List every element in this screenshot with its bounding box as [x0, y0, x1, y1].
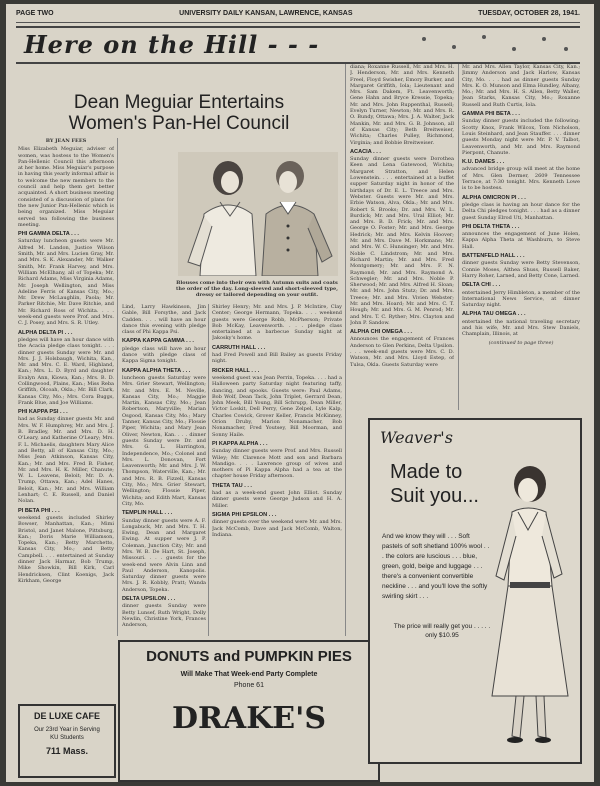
column-divider [117, 138, 118, 636]
column-divider [458, 64, 459, 410]
continued-note: (continued to page three) [488, 339, 554, 346]
section-body: Sunday dinner guests were Prof. and Mrs. Russell Wiley; Mr. Clarence Mott and son and Barbara Mandigo. . . . Lawrence group of wives and mothers of Pi Kappa Alpha had a tea at the chapter house Friday afternoon. [212, 448, 342, 480]
section-body: weekend guests included Shirley Bowser, Manhattan, Kan.; Mimi Bristol, and Janet Malone, Pittsburg, Kan.; Doris Marie Williamson, Topeka, Kan.; Betty Marchetto, Kansas City, Mo.; and Betty Campbell. . . . entertained at Sunday dinner Jack Harmar, Bob Trump, Mike Showkin, Bill Kirk, Carl Hendricksen, Clint Koenigs, Jack Kirkham, George [18, 514, 114, 584]
section-body: announces the engagement of June Holen, Kappa Alpha Theta at Washburn, to Steve Hall. [462, 231, 580, 250]
section-heading: PHI GAMMA DELTA . . . [18, 231, 79, 238]
section-body: entertained Jerry Himbleton, a member of the International News Service, at dinner Saturday night. [462, 289, 580, 309]
section-body: pledges will have an hour dance with the Acacia pledge class tonight. . . . dinner guests Sunday were Mr. and Mrs. J. J. Holsbaugh, Wichita, Kan., Mr. and Mrs. C. E. Ward, Highland, Kan.; Mrs. L. D. Byrd and daughter Evalyn Ann, Kiowa, Kan.; Mrs. B. D. Collingwood, Plains, Kan.; Miss Reba Griffith, Olcoah, Okla.; Mr. Bill Clark, Kansas City, Mo.; Mrs. Cora Buggs, Frank Blue, and Joe Williams. [18, 336, 114, 406]
weavers-headline-line-1: Made to [390, 461, 463, 483]
donut-ad-phone: Phone 61 [234, 682, 264, 689]
section-heading: PI BETA PHI . . . [18, 507, 60, 514]
section-body: weekend guest was Jean Perrin, Topeka. . . . had a Halloween party Saturday night featuring taffy, dancing, and spooks. Guests were: Paul Adams, Bob Wolf, Dean Tack, John Triplet, Gerrard Dean, John Meek, Bill Young, Bill Schrupp, Dean Miller, Victor Loskit, Dell Perry, Gene Zelpel, Lyle Kalp, Charles Cowick, Grover Keller, Francis McKinney, Orion Druby, Marion Nonamacher, Bob Nonamacher, Fred Youtsey, Bill Moorman, and Sonny Haile. [212, 374, 342, 438]
cafe-tagline-2: KU Students [50, 735, 84, 741]
weavers-logo: Weaver's [380, 428, 453, 447]
issue-date: TUESDAY, OCTOBER 28, 1941. [478, 10, 580, 17]
headline-line-2: Women's Pan-Hel Council [68, 113, 290, 134]
woman-in-dress-icon [482, 456, 572, 756]
two-women-blouses-icon [178, 152, 338, 276]
section-heading: GAMMA PHI BETA . . . [462, 111, 520, 118]
section-body: entertained the national traveling secretary and his wife, Mr. and Mrs. Stew Daniels, Champlain, Illinois, at [462, 318, 580, 338]
section-heading: KAPPA ALPHA THETA . . . [122, 367, 191, 374]
column-4 [350, 64, 454, 410]
section-body: Announces the engagement of Frances Anderson to Glen Perkins, Delta Upsilon. . . . week-end guests were Mrs. C. D. Watson, Mr. and Mrs. Lloyd Estep, of Tulsa, Okla. Guests Saturday were [350, 336, 454, 368]
section-title: Here on the Hill - - - [24, 30, 320, 59]
section-heading: ALPHA CHI OMEGA . . . [350, 329, 413, 336]
section-body: Lind, Larry Hawkinson, Jim Gable, Bill Forsythe, and Jack Cadden. . . . will have an hour dance this evening with pledge class of Phi Kappa Psi. [122, 304, 206, 336]
section-body: dinner guests Sunday were Betty Lunsef, Ruth Wright, Dolly Newlin, Christine York, Frances Anderson, [122, 603, 206, 629]
section-heading: CARRUTH HALL . . . [212, 344, 266, 351]
section-heading: PI KAPPA ALPHA . . . [212, 440, 268, 447]
weavers-ad [368, 418, 582, 764]
section-body: dinner guests over the weekend were Mr. and Mrs. Jack McComb, Dave and Jack McComb, Walton, Indiana. [212, 519, 342, 538]
section-body: had as Sunday dinner guests Mr. and Mrs. W. F. Humphrey, Mr. and Mrs. J. B. Bradley, Mr. and Mrs. D. H. O'Leary, and Katherine O'Leary; Mrs. F. L. Michaelis, daughters Mary Alice and Betty, all of Kansas City, Mo.; Miss Jean Atkinson, Kansas City, Kan.; Mr. and Mrs. Fred B. Fisher, Mr. and Mrs. H. K. Miller, Chanute; W. L. Leavens, Beloit; Mr. D. A. Trump, Ottawa, Kan.; Adel Hanes, Beloit, Kan.; Mr. and Mrs. William Lenhart; C. E. Russell, and Daniel Nolan. [18, 416, 114, 505]
page-number: PAGE TWO [16, 10, 54, 17]
section-body: Sunday dinner guests included the following: Scotty Knox, Frank Wilcox, Tom Nicholson, Louis Steinhard, and Jean Stauffer. . . . dinner guests Monday night were Mr. P. V. Talbot, Leavenworth, and Mr. and Mrs. Raymond Pierpont, Chanute. [462, 118, 580, 156]
section-body: diana; Roxanne Russell, Mr. and Mrs. H. J. Henderson, Mr. and Mrs. Kenneth Freel, Floyd Swisher, Emory Burker, and Margaret Griffith, Iola; Lieutenant and Mrs. Sam Dakem, Ft. Leavenworth; Gene Hahn and Bryce Kressie, Topeka; Mr. and Mrs. John Ruppenthal, Russell; Evelyn Turner, Newton; Mr. and Mrs. R. O. Bundy, Ottawa; Mrs. J. A. Walter, Jack Mankin, Mr. and Mrs. G. B. Johnson, all of Kansas City; Beth Breitweiser, Wichita; Charles Pulley, Richmond, Virginia; and Bobbie Breitweiser. [350, 64, 454, 146]
section-heading: TEMPLIN HALL . . . [122, 510, 173, 517]
column-2 [122, 304, 206, 636]
section-heading: PHI DELTA THETA . . . [462, 223, 520, 230]
section-body: pledge class is having an hour dance for the Delta Chi pledges tonight. . . . had as a dinner guest Sunday Elrod Uti, Manhattan. [462, 201, 580, 221]
donut-ad-brand: DRAKE'S [171, 701, 326, 736]
section-heading: BATTENFELD HALL . . . [462, 253, 525, 260]
section-body: Saturday luncheon guests were Mr. Alfred M. Landon, Justice Wilson Smith, Mr. and Mrs. Lucien Gray, Mr. and Mrs. S. K. Alexander, Mr. Walker Smith, Mr. Frank Harvey, and Mrs. William McElhany, all of Topeka; Mr. Richard Adams, Miss Virginia Adams, Mr. Joseph Wellington, and Miss Adeline Ferris of Kansas City, Mo.; Mr. Drew McLaughlin, Paola; Mr. Parker Ritchie, Mr. Dave Ritchie, and Mr. Richard Ross of Wichita. . . . week-end guests were Prof. and Mrs. C. J. Posey, and Mrs. S. R. Utley. [18, 238, 114, 327]
column-1 [18, 138, 114, 698]
section-body: Shirley Henry; Mr. and Mrs. J. P. McIntire, Clay Center; George Hermann, Topeka. . . . weekend guests were George Robb, McPherson; Private Bob McKay, Leavenworth. . . . pledge class entertained at a barbecue Sunday night at Jakosky's home. [212, 304, 342, 342]
section-banner [16, 26, 580, 64]
section-body: Sunday dinner guests were A. F. Longabuck, Mr. and Mrs. T. H. Ewing, Dean and Margaret Ewing. At supper were J. P. Coleman, Junction City; Mr. and Mrs. W. B. De Hart, St. Joseph, Missouri. . . . guests for the week-end were Alvin Linn and Paul Anderson, Kanopolis. Saturday dinner guests were Mrs. J. R. Kobbly, Pratt; Wanda Anderson, Topeka. [122, 517, 206, 593]
newspaper-title: UNIVERSITY DAILY KANSAN, LAWRENCE, KANSAS [179, 10, 353, 17]
section-heading: THETA TAU . . . [212, 482, 252, 489]
section-heading: RICKER HALL . . . [212, 367, 260, 374]
section-heading: ALPHA DELTA PI . . . [18, 329, 73, 336]
section-heading: ALPHA OMICRON PI . . . [462, 194, 526, 201]
section-body: luncheon guests Saturday were Mrs. Grier Stewart, Wellington; Mr. and Mrs. E. M. Neville, Kansas City, Mo.; Maggie Martin, Kansas City, Mo.; Jean Robertson, Maryville; Marian Osgood, Kansas City, Mo.; Mary Tanner, Kansas City, Mo.; Flossie Piper, Wichita; and Mary Jean Oliver, Newton, Kan. . . . dinner guests Sunday were Dr. and Mrs. G. L. Harrington, Independence, Mo.; Colonel and Mrs. L. Donovan, Fort Leavenworth; Mr. and Mrs. J. W. Thompson, Waterville, Kan.; Mr. and Mrs. R. B. Fizzell, Kansas City, Mo.; Mrs. Grier Stewart, Wellington; Flossie Piper, Wichita; and Edith Mart, Kansas City, Mo. [122, 374, 206, 507]
section-heading: ALPHA TAU OMEGA . . . [462, 311, 526, 318]
cafe-name: DE LUXE CAFE [33, 711, 100, 721]
section-heading: ACACIA . . . [350, 148, 381, 155]
section-heading: SIGMA PHI EPSILON . . . [212, 511, 277, 518]
section-body: Mr. and Mrs. Allen Taylor, Kansas City, Kan.; Jimmy Anderson and Jack Harlow, Kansas City, Mo. . . . had as dinner guests Sunday Mrs. K. O. Munson and Elma Hundley, Albany, Mo.; Mr. and Mrs. H. S. Allen, Betty Waller, Jean Starks, Kansas City, Mo.; Roxanne Russell and Ruth Curtis, Iola. [462, 64, 580, 108]
main-headline [18, 92, 340, 134]
cafe-address: 711 Mass. [45, 746, 89, 756]
cafe-tagline-1: Our 23rd Year in Serving [34, 727, 100, 733]
byline: BY JEAN FEES [45, 138, 87, 144]
column-divider [208, 304, 209, 636]
column-divider [345, 64, 346, 636]
column-3 [212, 304, 342, 636]
section-body: dinner guests Sunday were Betty Stevenson, Connie Moses, Althea Shuss, Russell Baker, Harry Roher, Larned, and Betty Cone, Larned. [462, 260, 580, 279]
section-body: advanced bridge group will meet at the home of Mrs. Glen Dermer, 2609 Tennessee Terrace, at 7:30 tonight. Mrs. Kenneth Lowe is to be hostess. [462, 166, 580, 192]
drakes-bakery-ad [118, 640, 380, 782]
section-heading: KAPPA KAPPA GAMMA . . . [122, 338, 194, 345]
headline-line-1: Dean Meguiar Entertains [73, 92, 285, 113]
section-body: pledge class will have an hour dance with pledge class of Kappa Sigma tonight. [122, 345, 206, 365]
section-heading: DELTA CHI . . . [462, 282, 501, 289]
lead-paragraph: Miss Elizabeth Meguiar, adviser of women, was hostess to the Women's Pan-Hellenic Council this afternoon at her home. Miss Meguiar's purpose in having this yearly informal affair is to welcome the new members to the council and help them get better acquainted. A short business meeting consisted of a discussion of plans for the new Junior Pan-Hellenic which is being organized. Miss Meguiar served tea following the business meeting. [18, 146, 114, 228]
section-body: Sunday dinner guests were Dorothea Keen and Lena Gatewood, Wichita; Margaret Stratton, and Helen Lowenstein. . . . entertained at a buffet supper Saturday night in honor of the birthdays of Dr. E. L. Treece and Mrs. Webster. Guests were Mr. and Mrs. Erbie Watson, Alva, Okla.; Mr. and Mrs. Robert S. Brooks; Dr. and Mrs. W. L. Burdick; Mr. and Mrs. Ural Elliot; Mr. and Mrs. B. D. Frick; Mr. and Mrs. George O. Foster; Mr. and Mrs. George Hedrick; Mr. and Mrs. Kelvin Hoover; Mr. and Mrs. Dave M. Horkmans; Mr. and Mrs. W. C. Hunsinger; Mr. and Mrs. Noble C. Lindstrom; Mr. and Mrs. Richard Martin; Mr. and Mrs. Fred Montgomery; Mr. and Mrs. F. N. Raymond; Mr. and Mrs. Raymond A. Schwegler; Mr. and Mrs. Noble P. Sherwood; Mr. and Mrs. Alfred H. Sloan; Mr. and Mrs. John Stutz; Dr. and Mrs. Treece; Mr. and Mrs. Vivien Webster; Mr. and Mrs. Hoard; Mr. and Mrs. C. T. Hough; Mr. and Mrs. G. M. Penrod; Mr. and Mrs. T. C. Ryther; Mrs. Clayton and John P. Sandow. [350, 156, 454, 326]
weavers-headline [390, 460, 479, 508]
illustration-caption: Blouses come into their own with Autumn suits and coats the order of the day. Long-sleeved and short-sleeved type, dressy or tailored depending on your outfit. [176, 280, 338, 298]
section-body: had Fred Powell and Bill Bailey as guests Friday night. [212, 352, 342, 365]
donut-ad-headline: DONUTS and PUMPKIN PIES [146, 648, 352, 665]
newspaper-page [6, 4, 594, 782]
column-5 [462, 64, 580, 410]
section-heading: DELTA UPSILON . . . [122, 596, 176, 603]
page-header [16, 10, 580, 23]
de-luxe-cafe-ad [18, 704, 116, 778]
weavers-headline-line-2: Suit you... [390, 485, 479, 507]
banner-ornament-icon [414, 31, 574, 57]
weavers-copy: And we know they will . . . Soft pastels of soft shetland 100% wool . . . the colors are luscious . . . blue, green, gold, beige and luggage . . . there's a convenient convertible neckline . . . and you'll love the softly swirling skirt . . . [382, 533, 490, 600]
donut-ad-subline: Will Make That Week-end Party Complete [180, 671, 318, 678]
section-heading: PHI KAPPA PSI . . . [18, 409, 68, 416]
weavers-price: The price will really get you . . . . . only $10.95 [393, 623, 491, 639]
blouses-illustration [178, 152, 338, 276]
section-body: had as a week-end guest John Elliot. Sunday dinner guests were George Judson and H. A. Miller. [212, 490, 342, 509]
section-heading: K.U. DAMES . . . [462, 159, 505, 166]
